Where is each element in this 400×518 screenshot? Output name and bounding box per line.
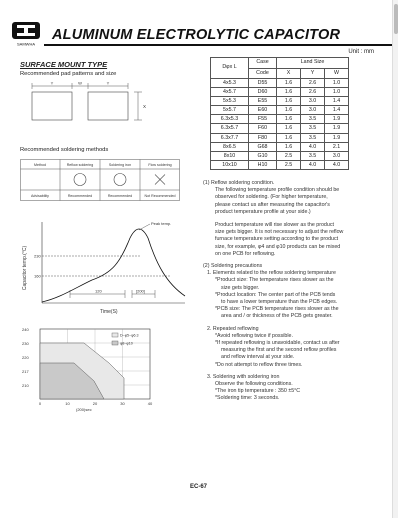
note-line: Observe the following conditions. (215, 381, 293, 388)
pad-pattern-diagram (24, 80, 164, 128)
table-unit: Unit : mm (348, 49, 374, 55)
note-line: The following temperature profile condition should be (215, 187, 340, 194)
method-cell-3: Not Recommended (144, 194, 176, 198)
chart-xtick-1: 10 (65, 401, 70, 406)
pad-label-x: X (143, 104, 147, 109)
land-size-table (210, 57, 349, 170)
note-line: *Soldering time: 3 seconds. (215, 395, 280, 402)
method-cell-1: Recommended (67, 194, 93, 198)
pad-right (88, 92, 128, 120)
note-line: size gets bigger. (221, 284, 260, 291)
page-title: ALUMINUM ELECTROLYTIC CAPACITOR (52, 27, 341, 43)
company-logo (11, 21, 41, 47)
note-line: product temperature profile at your side.) (215, 208, 311, 215)
note-line: 3. Soldering with soldering iron (207, 373, 280, 380)
soldering-methods-table (20, 159, 180, 201)
note-line: *PCB size: The PCB temperature rises slower as the (215, 306, 339, 313)
chart-xtick-0: 0 (38, 401, 42, 406)
method-head-0: Method (34, 163, 46, 167)
table-head-x: X (277, 68, 301, 79)
pad-label-y1: Y (50, 80, 54, 86)
note-line: size gets bigger. It is not necessary to adjust the reflow (215, 229, 344, 236)
pad-label-y2: Y (106, 80, 110, 86)
method-head-2: Soldering iron (108, 163, 132, 167)
profile-w1: 120 (95, 288, 102, 294)
note-line: *Do not attempt to reflow three times. (215, 361, 303, 368)
note-line: size, for example, φ4 and φ10 products can be mixed (215, 243, 341, 250)
section-title: SURFACE MOUNT TYPE (20, 60, 108, 69)
note-line: area and / or thickness of the PCB gets greater. (221, 313, 333, 320)
table-head-size: Dφx L (211, 58, 249, 79)
profile-xlabel: Time(S) (100, 309, 118, 315)
note-line: (2) Soldering precautions (203, 263, 263, 270)
note-line: measuring the first and the second reflow profiles (221, 347, 337, 354)
table-head-land: Land Size (277, 58, 349, 69)
note-line: Product temperature will rise slower as the product (215, 222, 334, 229)
chart-ytick-2: 220 (22, 355, 29, 360)
note-line: furnace temperature setting according to the product (215, 236, 339, 243)
note-line: 2. Repeated reflowing (207, 325, 259, 332)
chart-xtick-3: 30 (120, 401, 125, 406)
note-line: please contact us after measuring the capacitor's (215, 201, 330, 208)
chart-ytick-1: 230 (22, 341, 29, 346)
profile-peak-label: Peak temp. (151, 221, 172, 226)
note-line: to have a lower temperature than the PCB edges. (221, 299, 338, 306)
table-row: 5x5.7 E60 1.6 3.0 1.4 (211, 106, 349, 115)
profile-ylabel: Capacitor temp.(°C) (22, 245, 28, 291)
note-line: *Product size: The temperature rises slower as the (215, 277, 334, 284)
note-line: *The iron tip temperature : 350 ±5°C (215, 388, 301, 395)
page-number: EC-67 (190, 484, 208, 490)
chart-ytick-0: 240 (22, 327, 29, 332)
method-cell-0: Advisability (31, 194, 49, 198)
chart-legend-1: φ8~φ10 (120, 341, 133, 346)
note-line: *If repeated reflowing is unavoidable, contact us after (215, 340, 340, 347)
temperature-time-chart (14, 323, 184, 413)
chart-xtick-4: 40 (147, 401, 153, 406)
chart-ytick-3: 217 (22, 369, 29, 374)
vertical-scrollbar[interactable] (392, 0, 398, 518)
methods-caption: Recommended soldering methods (20, 147, 109, 153)
profile-curve (42, 229, 185, 302)
table-row: 8x6.5 G68 1.6 4.0 2.1 (211, 142, 349, 151)
table-row: 6.3x5.7 F60 1.6 3.5 1.9 (211, 124, 349, 133)
table-head-w: W (325, 68, 349, 79)
note-line: on one PCB for reflowing. (215, 250, 276, 257)
table-row: 4x5.3 D55 1.6 2.6 1.0 (211, 79, 349, 88)
note-line: and reflow interval at your side. (221, 354, 295, 361)
table-row: 10x10 H10 2.5 4.0 4.0 (211, 160, 349, 169)
chart-xtick-2: 20 (92, 401, 98, 406)
pad-caption: Recommended pad patterns and size (20, 71, 117, 77)
profile-w2: [200] (136, 288, 145, 294)
table-head-case: Case (249, 58, 277, 69)
reflow-profile-graph (20, 218, 190, 318)
scrollbar-thumb[interactable] (394, 4, 398, 34)
note-line: *Avoid reflowing twice if possible. (215, 332, 293, 339)
pad-left (32, 92, 72, 120)
note-line: *Product location: The center part of the PCB tends (215, 291, 336, 298)
chart-ytick-4: 210 (22, 383, 29, 388)
table-row: 6.3x7.7 F80 1.6 3.5 1.9 (211, 133, 349, 142)
title-rule (44, 44, 394, 46)
method-head-1: Reflow soldering (66, 163, 94, 167)
pad-label-w: W (78, 80, 82, 86)
method-head-3: Flow soldering (148, 163, 172, 167)
table-row: 5x5.3 E55 1.6 3.0 1.4 (211, 97, 349, 106)
table-row: 6.3x5.3 F55 1.6 3.5 1.9 (211, 115, 349, 124)
method-cell-2: Recommended (107, 194, 133, 198)
chart-legend-0: D~φ5~φ6.3 (120, 333, 139, 338)
notes-block (203, 180, 343, 403)
logo-text: SAMWHA (17, 41, 35, 47)
profile-t2: 160 (34, 273, 41, 279)
note-line: 1. Elements related to the reflow soldering temperature (207, 270, 336, 277)
table-head-y: Y (301, 68, 325, 79)
note-line: (1) Reflow soldering condition. (203, 180, 275, 186)
table-head-code: Code (249, 68, 277, 79)
table-row: 8x10 G10 2.5 3.5 3.0 (211, 151, 349, 160)
profile-t1: 230 (34, 253, 41, 259)
chart-xlabel: (200)sec (76, 407, 92, 412)
table-row: 4x5.7 D60 1.6 2.6 1.0 (211, 88, 349, 97)
note-line: observed for soldering. (For higher temperature, (215, 194, 328, 201)
